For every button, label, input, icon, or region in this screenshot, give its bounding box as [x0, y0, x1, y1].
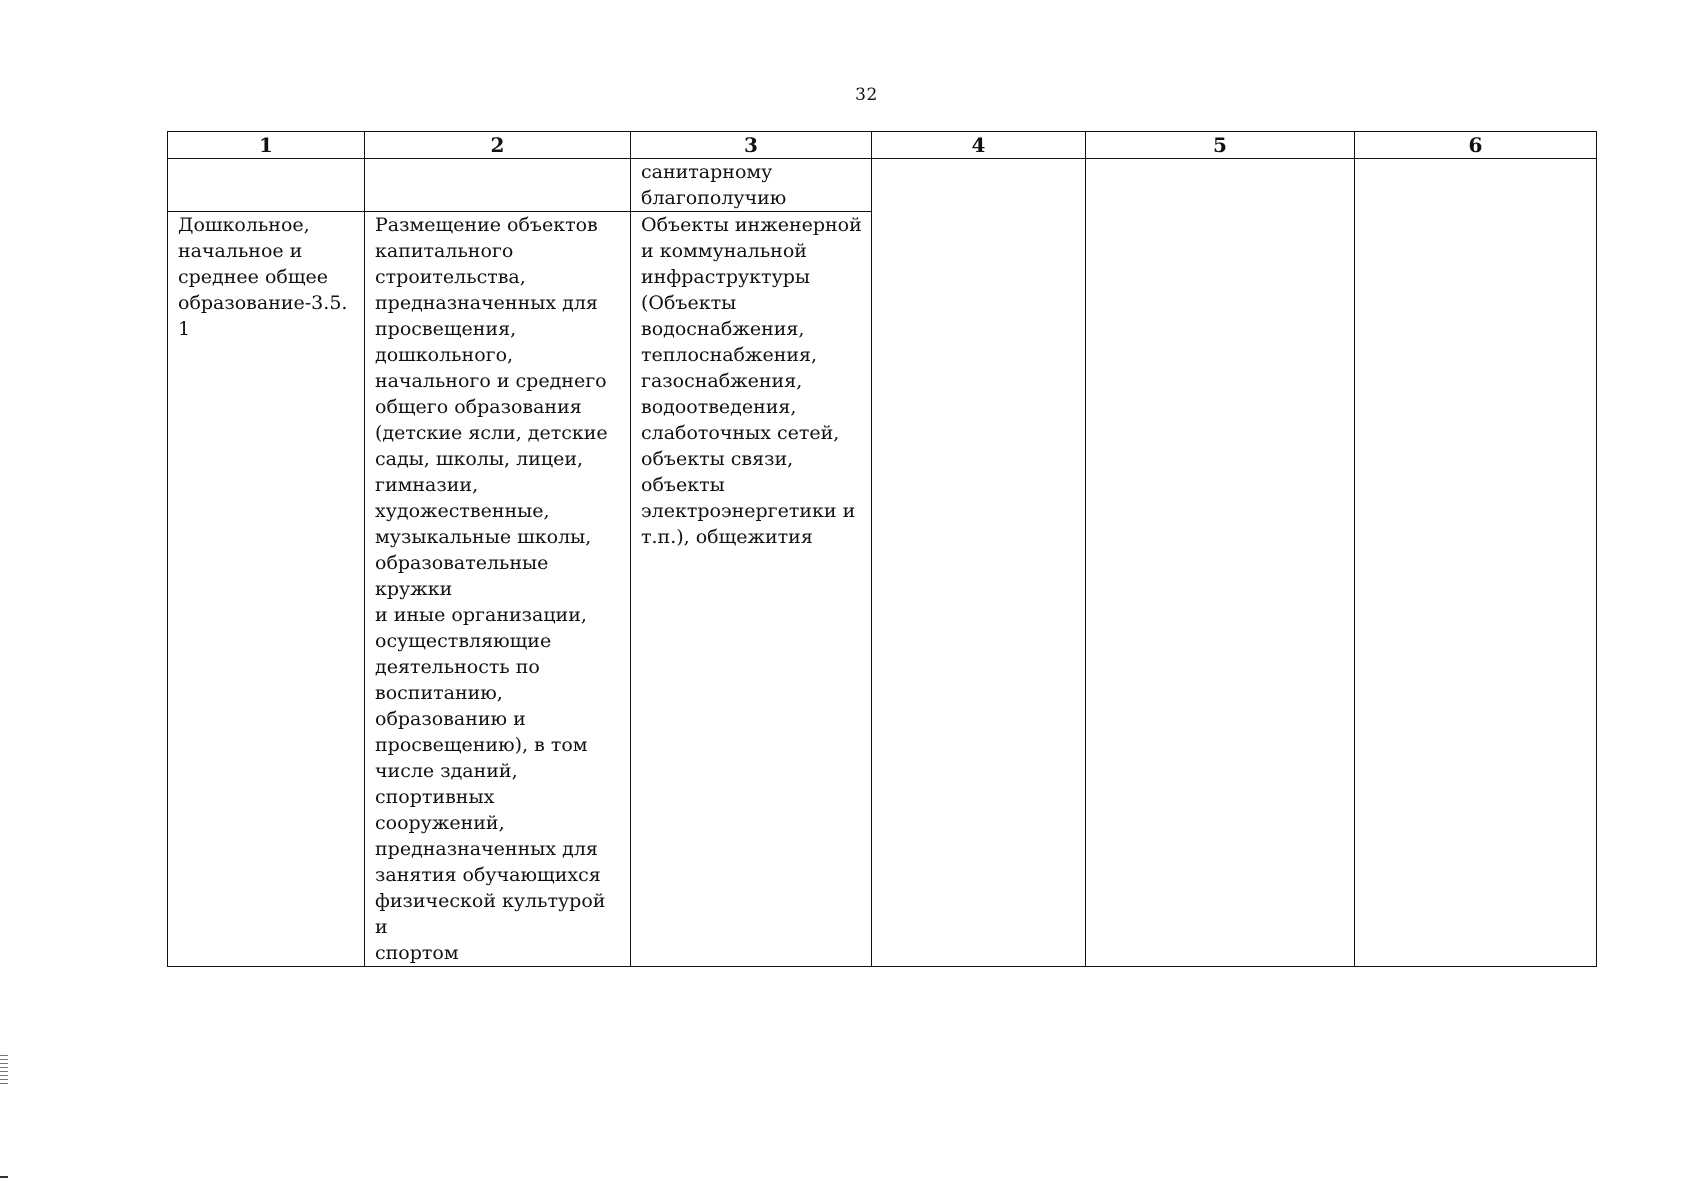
header-row	[168, 132, 1597, 159]
column-header-2: 2	[365, 132, 631, 159]
cell-continued-col1	[168, 159, 365, 212]
column-header-6: 6	[1355, 132, 1597, 159]
table-row-continued	[168, 159, 1597, 212]
column-header-4: 4	[872, 132, 1086, 159]
cell-continued-col3: санитарному благополучию	[631, 159, 872, 212]
regulation-table	[167, 131, 1597, 967]
cell-auxiliary-objects: Объекты инженерной и коммунальной инфраструктуры (Объекты водоснабжения, теплоснабжения, газоснабжения, водоотведения, слаботочных сетей, объекты связи, объекты электроэнергетики и т.п.), общежития	[631, 212, 872, 967]
scan-margin-dash	[0, 1176, 8, 1178]
cell-merged-col4	[872, 159, 1086, 967]
page-number: 32	[855, 85, 878, 105]
cell-merged-col5	[1086, 159, 1355, 967]
cell-description: Размещение объектов капитального строительства, предназначенных для просвещения, дошкольного, начального и среднего общего образования (детские ясли, детские сады, школы, лицеи, гимназии, художественные, музыкальные школы, образовательные кружки и иные организации, осуществляющие деятельность по воспитанию, образованию и просвещению), в том числе зданий, спортивных сооружений, предназначенных для занятия обучающихся физической культурой и спортом	[365, 212, 631, 967]
column-header-3: 3	[631, 132, 872, 159]
scan-margin-marks	[0, 1055, 8, 1087]
cell-continued-col2	[365, 159, 631, 212]
cell-land-use-type: Дошкольное, начальное и среднее общее образование-3.5.1	[168, 212, 365, 967]
cell-merged-col6	[1355, 159, 1597, 967]
column-header-1: 1	[168, 132, 365, 159]
column-header-5: 5	[1086, 132, 1355, 159]
